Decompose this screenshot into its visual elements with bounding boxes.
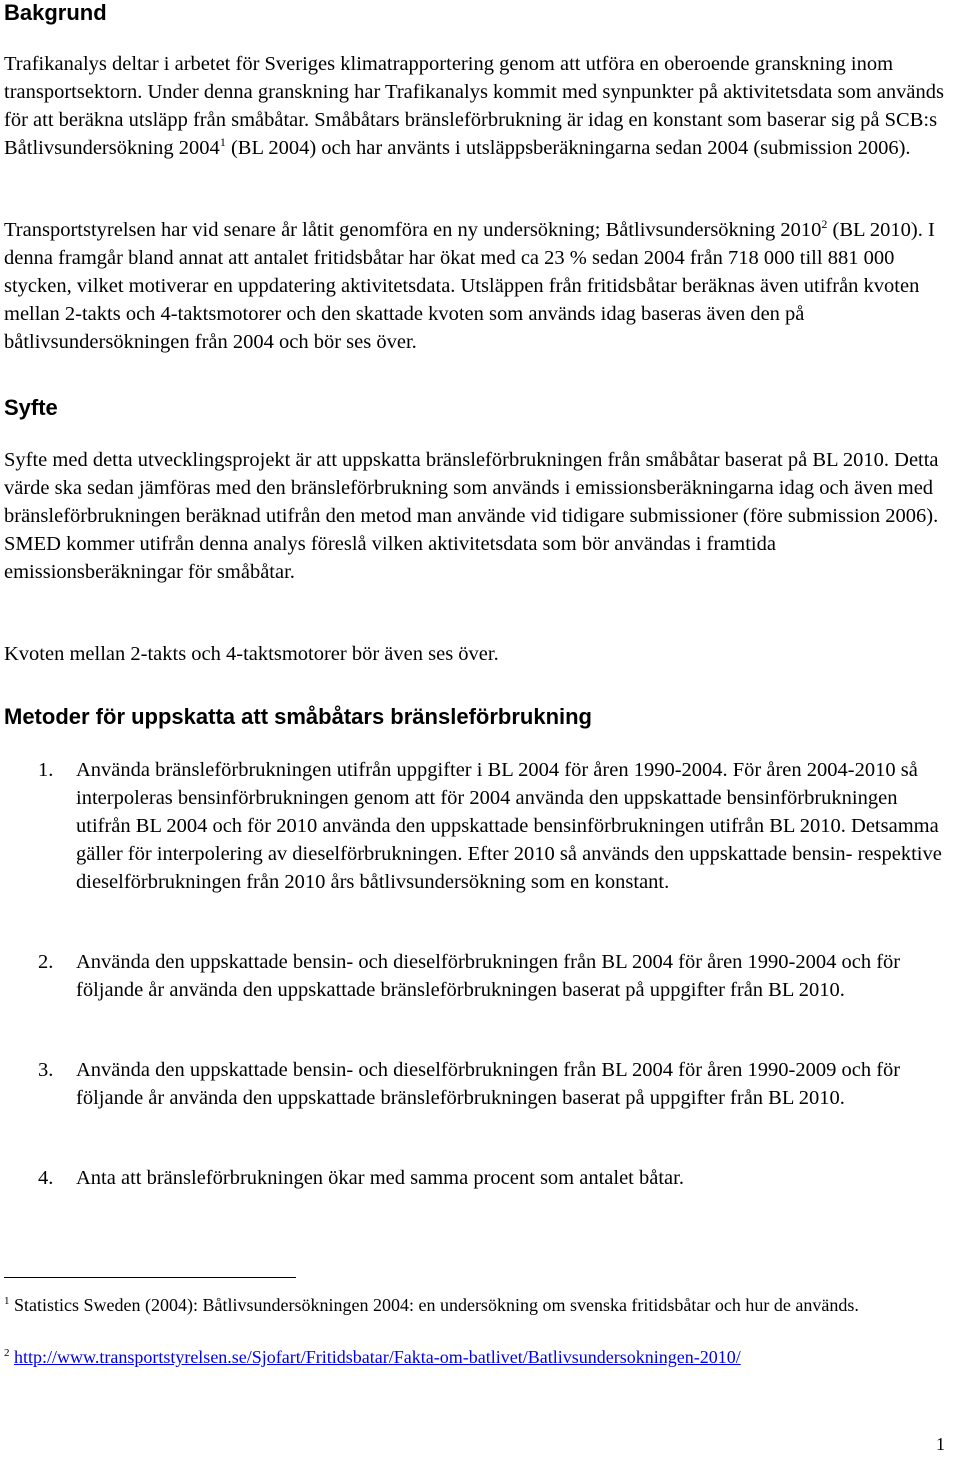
paragraph-bakgrund-1-text-a: Trafikanalys deltar i arbetet för Sveriges klimatrapportering genom att utföra en oberoende granskning inom transportsektorn. Under denna granskning har Trafikanalys kommit med synpunkter på aktivitetsdata som används för att beräkna utsläpp från småbåtar. Småbåtars bränsleförbrukning är idag en konstant som baserar sig på SCB:s Båtlivsundersökning 2004 [4, 53, 944, 159]
footnote-2 [4, 1344, 954, 1370]
footnote-divider [4, 1277, 296, 1278]
footnote-ref-1: 1 [219, 135, 226, 150]
footnote-1-text: Statistics Sweden (2004): Båtlivsundersökningen 2004: en undersökning om svenska fritidsbåtar och hur de används. [14, 1295, 859, 1315]
list-item-number: 3. [38, 1059, 54, 1081]
heading-bakgrund: Bakgrund [4, 0, 107, 25]
list-item-number: 2. [38, 951, 54, 973]
list-item-text: Använda den uppskattade bensin- och dieselförbrukningen från BL 2004 för åren 1990-2004 och för följande år använda den uppskattade bränsleförbrukningen baserat på uppgifter från BL 2010. [76, 951, 901, 1001]
heading-syfte: Syfte [4, 395, 58, 420]
paragraph-bakgrund-2-text-a: Transportstyrelsen har vid senare år låtit genomföra en ny undersökning; Båtlivsundersökning 2010 [4, 219, 822, 241]
footnote-1 [4, 1292, 954, 1318]
footnote-ref-2: 2 [821, 217, 828, 232]
list-item-number: 1. [38, 759, 54, 781]
list-item-text: Använda den uppskattade bensin- och dieselförbrukningen från BL 2004 för åren 1990-2009 och för följande år använda den uppskattade bränsleförbrukningen baserat på uppgifter från BL 2010. [76, 1059, 901, 1109]
list-item-text: Anta att bränsleförbrukningen ökar med samma procent som antalet båtar. [76, 1167, 684, 1189]
paragraph-bakgrund-2 [4, 216, 954, 356]
page-number: 1 [936, 1434, 945, 1454]
paragraph-bakgrund-1-text-b: (BL 2004) och har använts i utsläppsberäkningarna sedan 2004 (submission 2006). [225, 137, 911, 159]
heading-metoder: Metoder för uppskatta att småbåtars bränsleförbrukning [4, 704, 592, 729]
footnote-2-mark: 2 [4, 1347, 10, 1359]
footnote-1-mark: 1 [4, 1295, 10, 1307]
paragraph-bakgrund-1 [4, 50, 954, 162]
footnote-2-link[interactable]: http://www.transportstyrelsen.se/Sjofart/Fritidsbatar/Fakta-om-batlivet/Batlivsundersokningen-2010/ [14, 1347, 741, 1367]
paragraph-bakgrund-2-text-b: (BL 2010). I denna framgår bland annat att antalet fritidsbåtar har ökat med ca 23 % sedan 2004 från 718 000 till 881 000 stycken, vilket motiverar en uppdatering aktivitetsdata. Utsläppen från fritidsbåtar beräknas även utifrån kvoten mellan 2-takts och 4-taktsmotorer och den skattade kvoten som används idag baseras även den på båtlivsundersökningen från 2004 och bör ses över. [4, 219, 935, 353]
paragraph-syfte-1: Syfte med detta utvecklingsprojekt är att uppskatta bränsleförbrukningen från småbåtar baserat på BL 2010. Detta värde ska sedan jämföras med den bränsleförbrukning som används i emissionsberäkningarna idag och även med bränsleförbrukningen beräknad utifrån den metod man använde vid tidigare submissioner (före submission 2006). SMED kommer utifrån denna analys föreslå vilken aktivitetsdata som bör användas i framtida emissionsberäkningar för småbåtar. [4, 449, 939, 583]
list-item-number: 4. [38, 1167, 54, 1189]
list-item-text: Använda bränsleförbrukningen utifrån uppgifter i BL 2004 för åren 1990-2004. För åren 2004-2010 så interpoleras bensinförbrukningen genom att för 2004 använda den uppskattade bensinförbrukningen utifrån BL 2004 och för 2010 använda den uppskattade bensinförbrukningen utifrån BL 2010. Detsamma gäller för interpolering av dieselförbrukningen. Efter 2010 så används den uppskattade bensin- respektive dieselförbrukningen från 2010 års båtlivsundersökning som en konstant. [76, 759, 942, 893]
paragraph-syfte-2: Kvoten mellan 2-takts och 4-taktsmotorer bör även ses över. [4, 643, 499, 665]
